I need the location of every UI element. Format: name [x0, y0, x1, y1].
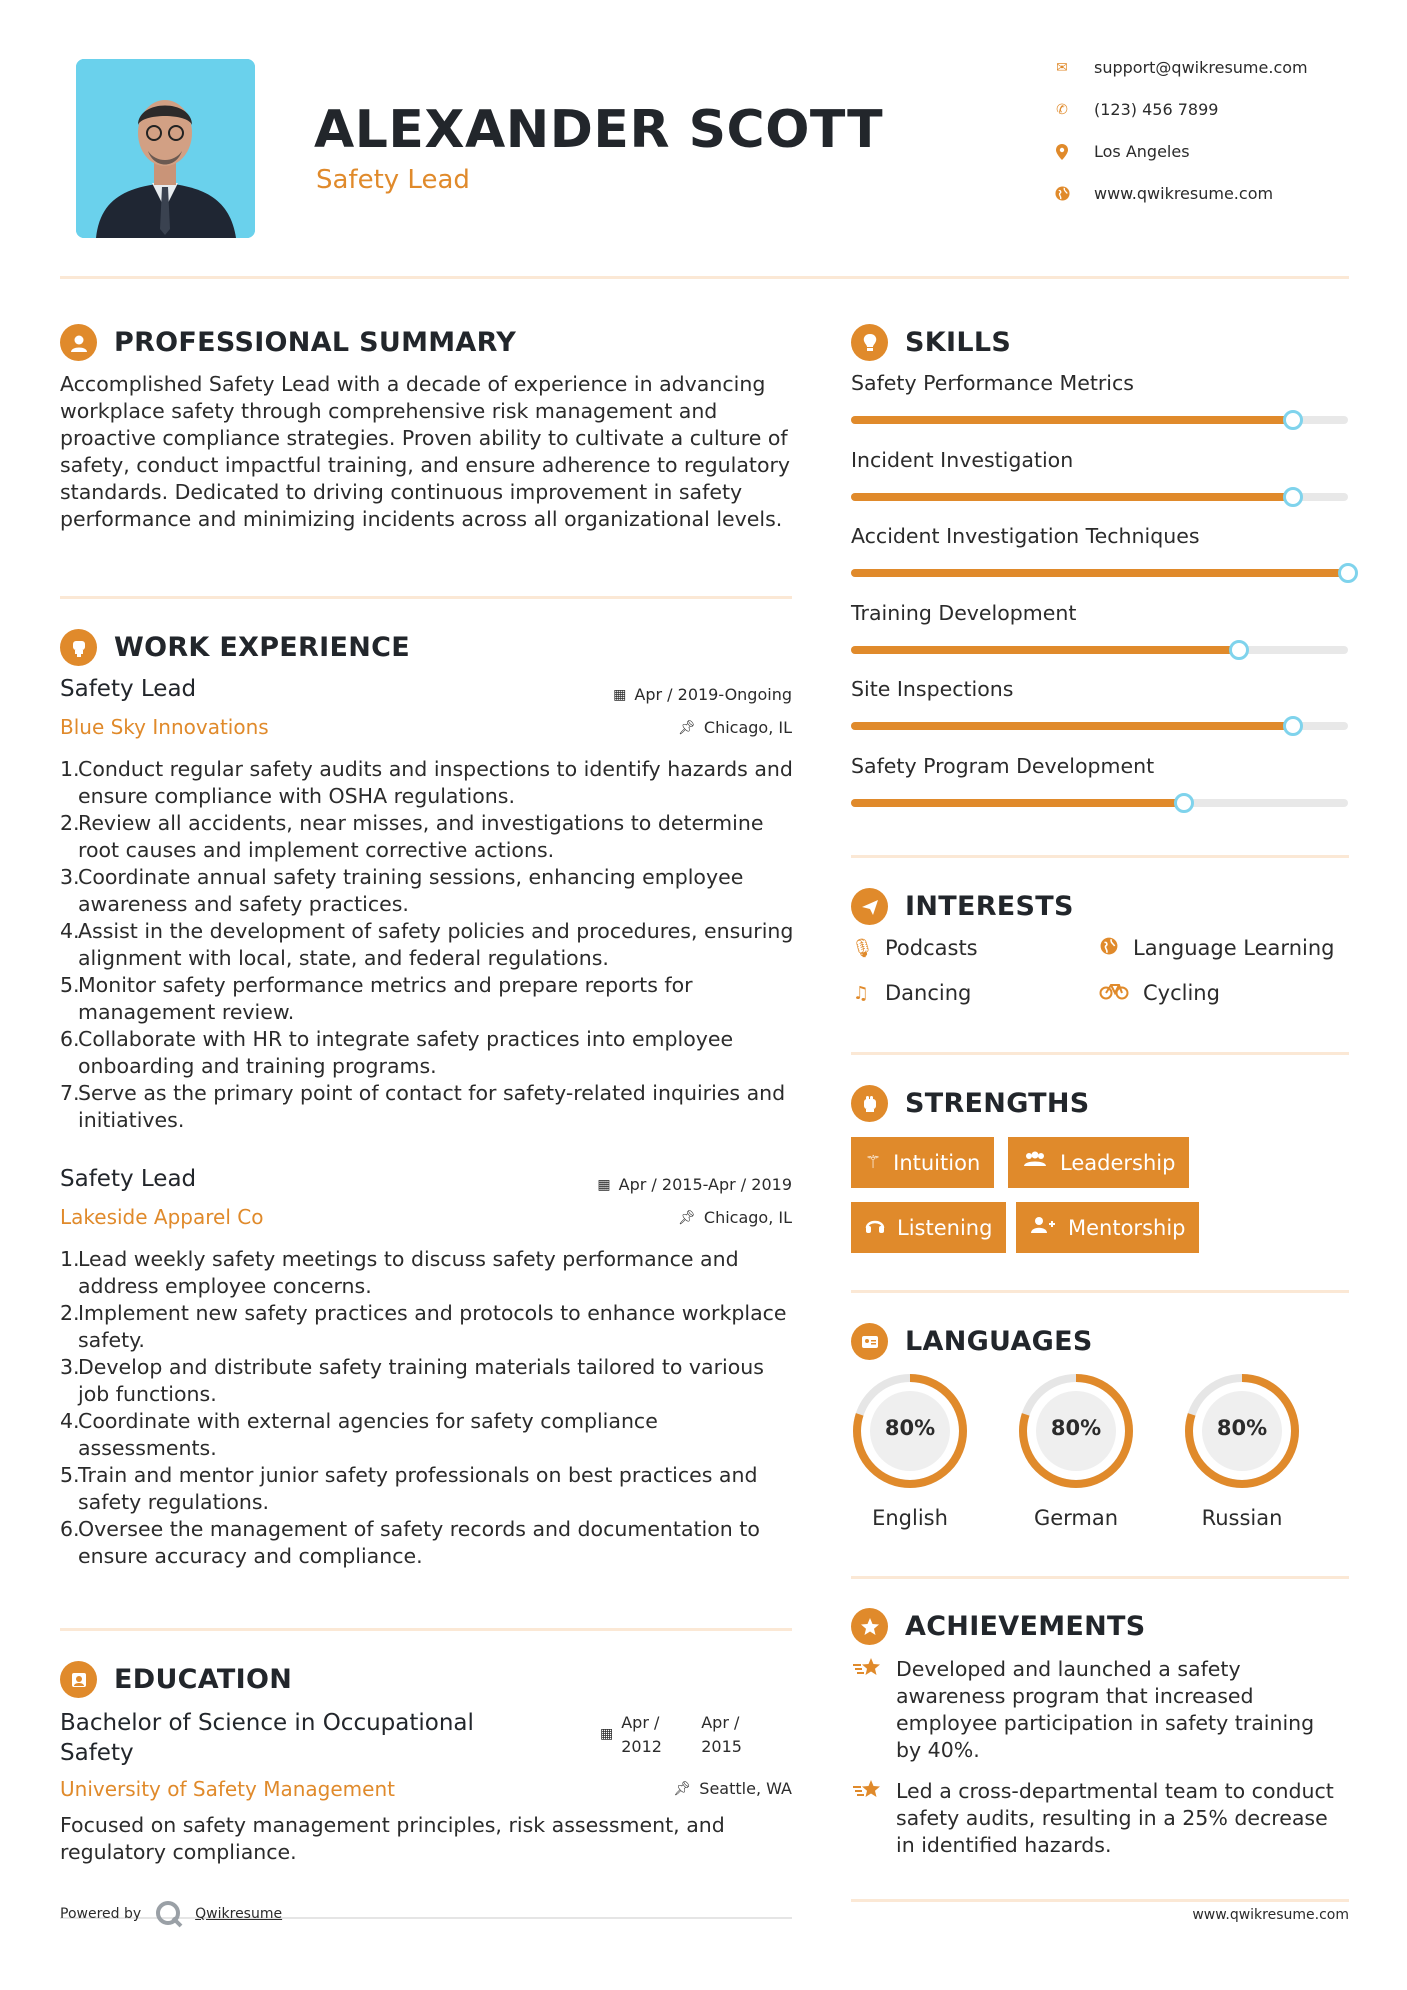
summary-divider [60, 596, 792, 599]
skill-level-knob [1283, 487, 1303, 507]
phone-icon: ✆ [1056, 101, 1068, 118]
skill-bar-track [851, 569, 1348, 577]
list-item: 6. Oversee the management of safety records and documentation to ensure accuracy and compliance. [60, 1517, 760, 1568]
skill-label: Safety Performance Metrics [851, 371, 1134, 395]
footer-website[interactable]: www.qwikresume.com [1192, 1907, 1349, 1923]
candidate-name: ALEXANDER SCOTT [314, 100, 884, 160]
skill-bar-fill [851, 722, 1293, 730]
skill-bar-track [851, 799, 1348, 807]
job-2-company: Lakeside Apparel Co [60, 1205, 264, 1229]
language-percent: 80% [1216, 1416, 1268, 1440]
strengths-divider [851, 1290, 1349, 1293]
globe-icon [1054, 186, 1070, 202]
qwikresume-link[interactable]: Qwikresume [195, 1906, 283, 1922]
language-name: German [1033, 1506, 1119, 1530]
summary-text: Accomplished Safety Lead with a decade of experience in advancing workplace safety through comprehensive risk management and proactive compliance strategies. Proven ability to cultivate a culture of safety, conduct impactful training, and ensure adherence to regulatory standards. Dedicated to driving continuous improvement in safety performance and minimizing incidents across all organizational levels. [60, 372, 791, 531]
envelope-icon: ✉ [1056, 59, 1068, 76]
skill-label: Accident Investigation Techniques [851, 524, 1200, 548]
calendar-icon: ▦ [613, 686, 627, 703]
strength-listening [851, 1202, 1006, 1253]
job-1-dates-text: Apr / 2019-Ongoing [634, 685, 792, 704]
list-item: 6. Collaborate with HR to integrate safety practices into employee onboarding and training programs. [60, 1027, 734, 1078]
lightbulb-icon [851, 324, 888, 361]
job-2-location [500, 1208, 792, 1227]
list-item: 1. Conduct regular safety audits and inspections to identify hazards and ensure compliance with OSHA regulations. [60, 757, 793, 808]
list-item: 2. Review all accidents, near misses, and investigations to determine root causes and implement corrective actions. [60, 811, 764, 862]
strength-mentorship [1016, 1202, 1199, 1253]
briefcase-icon [60, 629, 97, 666]
website-text: www.qwikresume.com [1094, 184, 1274, 203]
languages-divider [851, 1576, 1349, 1579]
email-text: support@qwikresume.com [1094, 58, 1308, 77]
contact-email[interactable] [1054, 58, 1374, 77]
skill-bar-fill [851, 493, 1293, 501]
calendar-icon: ▦ [600, 1726, 614, 1742]
languages-heading [851, 1323, 1093, 1360]
strength-label: Leadership [1060, 1150, 1176, 1175]
id-card-icon [851, 1323, 888, 1360]
education-end: Apr / 2015 [701, 1713, 742, 1756]
interests-divider [851, 1052, 1349, 1055]
contact-phone[interactable] [1054, 100, 1374, 119]
skill-label: Site Inspections [851, 677, 1014, 701]
strength-intuition [851, 1137, 994, 1188]
list-item: 5. Monitor safety performance metrics and prepare reports for management review. [60, 973, 693, 1024]
strength-label: Mentorship [1068, 1215, 1186, 1240]
language-name: Russian [1201, 1506, 1283, 1530]
job-2-dates [500, 1175, 792, 1194]
skill-bar-track [851, 493, 1348, 501]
skill-label: Safety Program Development [851, 753, 1155, 778]
job-2-dates-text: Apr / 2015-Apr / 2019 [618, 1175, 792, 1194]
language-percent: 80% [1050, 1416, 1102, 1440]
list-item: 2. Implement new safety practices and protocols to enhance workplace safety. [60, 1301, 787, 1352]
contact-website[interactable] [1054, 184, 1374, 203]
strength-leadership [1008, 1137, 1189, 1188]
education-location-text: Seattle, WA [699, 1779, 792, 1798]
education-description: Focused on safety management principles, risk assessment, and regulatory compliance. [60, 1813, 725, 1864]
skill-level-knob [1229, 640, 1249, 660]
job-1-location [500, 718, 792, 737]
interest-language-learning [1099, 936, 1334, 960]
interest-label: Podcasts [885, 936, 978, 960]
experience-heading-text: WORK EXPERIENCE [114, 632, 410, 663]
list-item: 3. Coordinate annual safety training sessions, enhancing employee awareness and safety practices. [60, 865, 744, 916]
achievement-text: Led a cross-departmental team to conduct safety audits, resulting in a 25% decrease in identified hazards. [896, 1779, 1334, 1857]
skill-level-knob [1174, 793, 1194, 813]
map-pin-icon [1054, 144, 1070, 160]
summary-heading [60, 324, 516, 361]
skill-bar-track [851, 416, 1348, 424]
list-item: 4. Coordinate with external agencies for safety compliance assessments. [60, 1409, 658, 1460]
job-2-bullets [60, 1246, 800, 1570]
star-badge-icon [851, 1608, 888, 1645]
job-2-title: Safety Lead [60, 1166, 197, 1192]
education-school: University of Safety Management [60, 1777, 395, 1801]
education-degree: Bachelor of Science in Occupational Safety [60, 1710, 474, 1766]
interests-heading [851, 888, 1074, 925]
pushpin-icon: 📌︎ [678, 1209, 696, 1226]
languages-heading-text: LANGUAGES [905, 1326, 1093, 1357]
achievements-divider [851, 1899, 1349, 1902]
interest-podcasts [851, 936, 978, 960]
list-item: 5. Train and mentor junior safety professionals on best practices and safety regulations. [60, 1463, 758, 1514]
footer-powered-by [60, 1900, 282, 1928]
summary-heading-text: PROFESSIONAL SUMMARY [114, 327, 517, 358]
skill-bar-fill [851, 416, 1293, 424]
powered-by-text: Powered by [60, 1906, 142, 1922]
education-heading-text: EDUCATION [114, 1664, 293, 1695]
skills-heading-text: SKILLS [905, 327, 1012, 358]
header-divider [60, 276, 1349, 279]
job-1-location-text: Chicago, IL [703, 718, 792, 737]
job-1-company: Blue Sky Innovations [60, 715, 269, 739]
phone-text: (123) 456 7899 [1094, 100, 1219, 119]
achievements-heading-text: ACHIEVEMENTS [905, 1611, 1146, 1642]
job-1-title: Safety Lead [60, 676, 197, 702]
job-1-bullets [60, 756, 800, 1134]
fist-icon [851, 1085, 888, 1122]
education-dates [600, 1711, 749, 1759]
skills-heading [851, 324, 1011, 361]
interest-label: Dancing [885, 981, 972, 1005]
list-item: 1. Lead weekly safety meetings to discuss safety performance and address employee concerns. [60, 1247, 739, 1298]
strengths-heading [851, 1085, 1090, 1122]
education-location [500, 1779, 792, 1798]
interests-heading-text: INTERESTS [905, 891, 1074, 922]
pushpin-icon: 📌︎ [673, 1780, 692, 1797]
skill-label: Incident Investigation [851, 447, 1074, 472]
paper-plane-icon [851, 888, 888, 925]
strengths-heading-text: STRENGTHS [905, 1088, 1090, 1119]
magic-wand-icon: ⚚ [865, 1152, 882, 1173]
job-2-location-text: Chicago, IL [703, 1208, 792, 1227]
experience-divider [60, 1628, 792, 1631]
bicycle-icon [1099, 982, 1129, 1005]
skill-bar-track [851, 646, 1348, 654]
interest-label: Language Learning [1133, 936, 1335, 960]
skills-divider [851, 855, 1349, 858]
education-start: Apr / 2012 [621, 1713, 662, 1756]
shooting-star-icon [852, 1656, 884, 1764]
achievement-text: Developed and launched a safety awareness program that increased employee participation in safety training by 40%. [896, 1657, 1315, 1762]
microphone-icon: 🎙︎ [851, 937, 874, 959]
users-icon [1022, 1151, 1048, 1174]
skill-label: Training Development [851, 600, 1077, 625]
strength-label: Intuition [893, 1150, 981, 1175]
language-name: English [872, 1506, 948, 1530]
interest-cycling [1099, 981, 1220, 1005]
contact-location [1054, 142, 1374, 161]
interest-label: Cycling [1143, 981, 1220, 1005]
education-heading [60, 1661, 292, 1698]
skill-level-knob [1338, 563, 1358, 583]
user-icon [60, 324, 97, 361]
location-text: Los Angeles [1094, 142, 1190, 161]
headphones-icon [865, 1216, 885, 1239]
language-percent: 80% [884, 1416, 936, 1440]
list-item: 7. Serve as the primary point of contact for safety-related inquiries and initiatives. [60, 1081, 786, 1132]
candidate-title: Safety Lead [316, 165, 470, 195]
strength-label: Listening [897, 1215, 993, 1240]
skill-bar-track [851, 722, 1348, 730]
graduate-icon [60, 1661, 97, 1698]
pushpin-icon: 📌︎ [678, 719, 696, 736]
skill-level-knob [1283, 410, 1303, 430]
skill-bar-fill [851, 569, 1348, 577]
skill-bar-fill [851, 799, 1184, 807]
skill-level-knob [1283, 716, 1303, 736]
list-item: 4. Assist in the development of safety policies and procedures, ensuring alignment with local, state, and federal regulations. [60, 919, 794, 970]
skill-bar-fill [851, 646, 1239, 654]
job-1-dates [500, 685, 792, 704]
calendar-icon: ▦ [597, 1176, 611, 1193]
achievements-heading [851, 1608, 1146, 1645]
achievement-item [852, 1778, 1342, 1859]
experience-heading [60, 629, 410, 666]
profile-photo [76, 59, 255, 238]
achievement-item [852, 1656, 1342, 1764]
shooting-star-icon [852, 1778, 884, 1859]
list-item: 3. Develop and distribute safety training materials tailored to various job functions. [60, 1355, 764, 1406]
user-plus-icon [1030, 1216, 1056, 1239]
globe-icon [1099, 937, 1119, 960]
qwikresume-logo-icon [155, 1900, 183, 1928]
music-note-icon: ♫ [852, 982, 870, 1004]
interest-dancing [851, 981, 971, 1005]
